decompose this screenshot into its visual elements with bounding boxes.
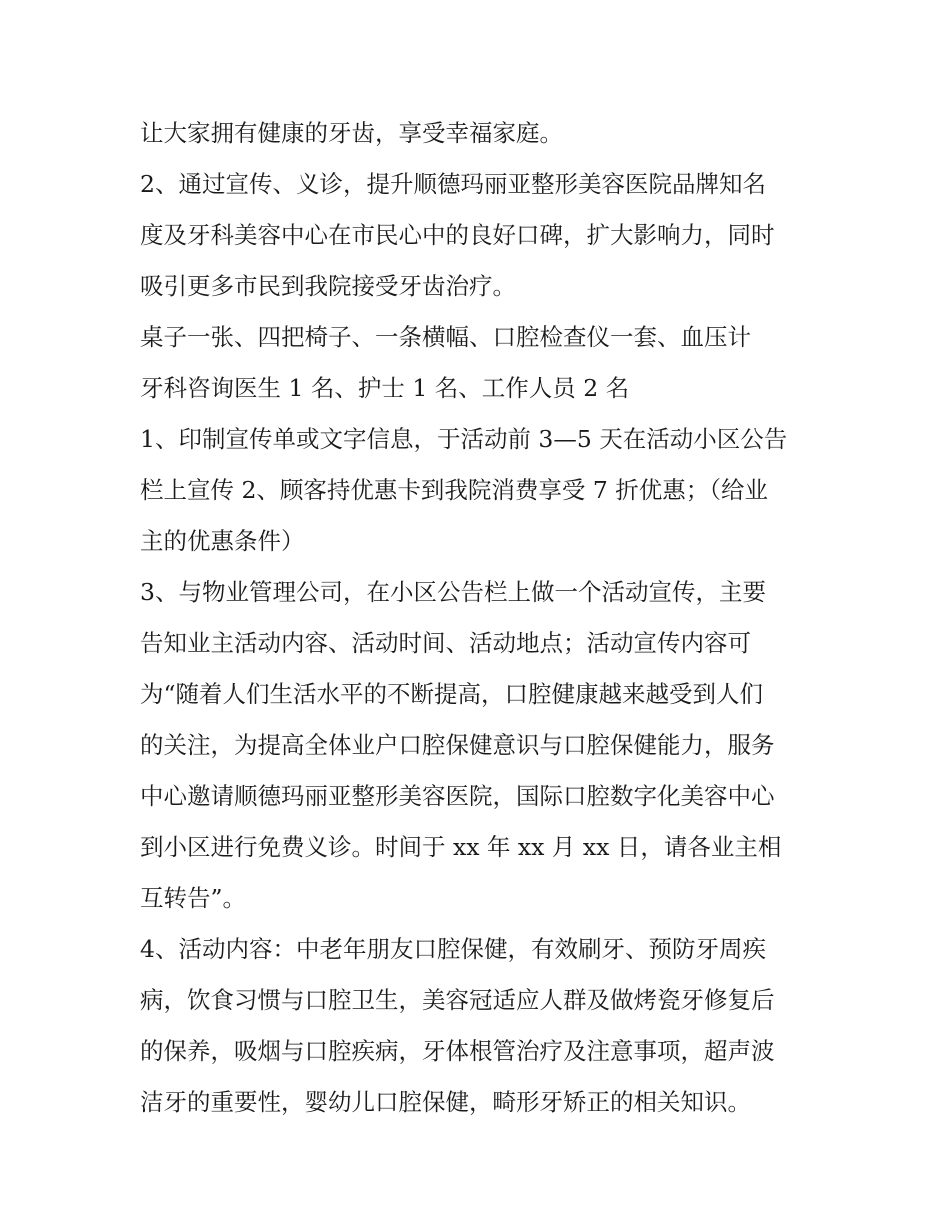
text-line: 4、活动内容：中老年朋友口腔保健，有效刷牙、预防牙周疾 — [140, 935, 766, 963]
text-line: 牙科咨询医生 1 名、护士 1 名、工作人员 2 名 — [140, 374, 630, 402]
text-line: 栏上宣传 2、顾客持优惠卡到我院消费享受 7 折优惠；（给业 — [140, 476, 769, 504]
text-line: 到小区进行免费义诊。时间于 xx 年 xx 月 xx 日，请各业主相 — [140, 833, 782, 861]
text-line: 为“随着人们生活水平的不断提高，口腔健康越来越受到人们 — [140, 680, 764, 708]
text-line: 互转告”。 — [140, 884, 247, 912]
text-line: 告知业主活动内容、活动时间、活动地点；活动宣传内容可 — [140, 629, 751, 657]
text-line: 主的优惠条件） — [140, 527, 305, 555]
text-line: 1、印制宣传单或文字信息，于活动前 3—5 天在活动小区公告 — [140, 425, 788, 453]
text-line: 病，饮食习惯与口腔卫生，美容冠适应人群及做烤瓷牙修复后 — [140, 986, 775, 1014]
document-body — [140, 108, 820, 1128]
text-line: 的关注，为提高全体业户口腔保健意识与口腔保健能力，服务 — [140, 731, 775, 759]
text-line: 的保养，吸烟与口腔疾病，牙体根管治疗及注意事项，超声波 — [140, 1037, 775, 1065]
text-line: 3、与物业管理公司，在小区公告栏上做一个活动宣传，主要 — [140, 578, 766, 606]
text-line: 吸引更多市民到我院接受牙齿治疗。 — [140, 272, 516, 300]
text-line: 中心邀请顺德玛丽亚整形美容医院，国际口腔数字化美容中心 — [140, 782, 775, 810]
text-line: 2、通过宣传、义诊，提升顺德玛丽亚整形美容医院品牌知名 — [140, 170, 766, 198]
text-line: 洁牙的重要性，婴幼儿口腔保健，畸形牙矫正的相关知识。 — [140, 1088, 751, 1116]
text-line: 桌子一张、四把椅子、一条横幅、口腔检查仪一套、血压计 — [140, 323, 751, 351]
text-line: 度及牙科美容中心在市民心中的良好口碑，扩大影响力，同时 — [140, 221, 775, 249]
text-line: 让大家拥有健康的牙齿，享受幸福家庭。 — [140, 119, 563, 147]
